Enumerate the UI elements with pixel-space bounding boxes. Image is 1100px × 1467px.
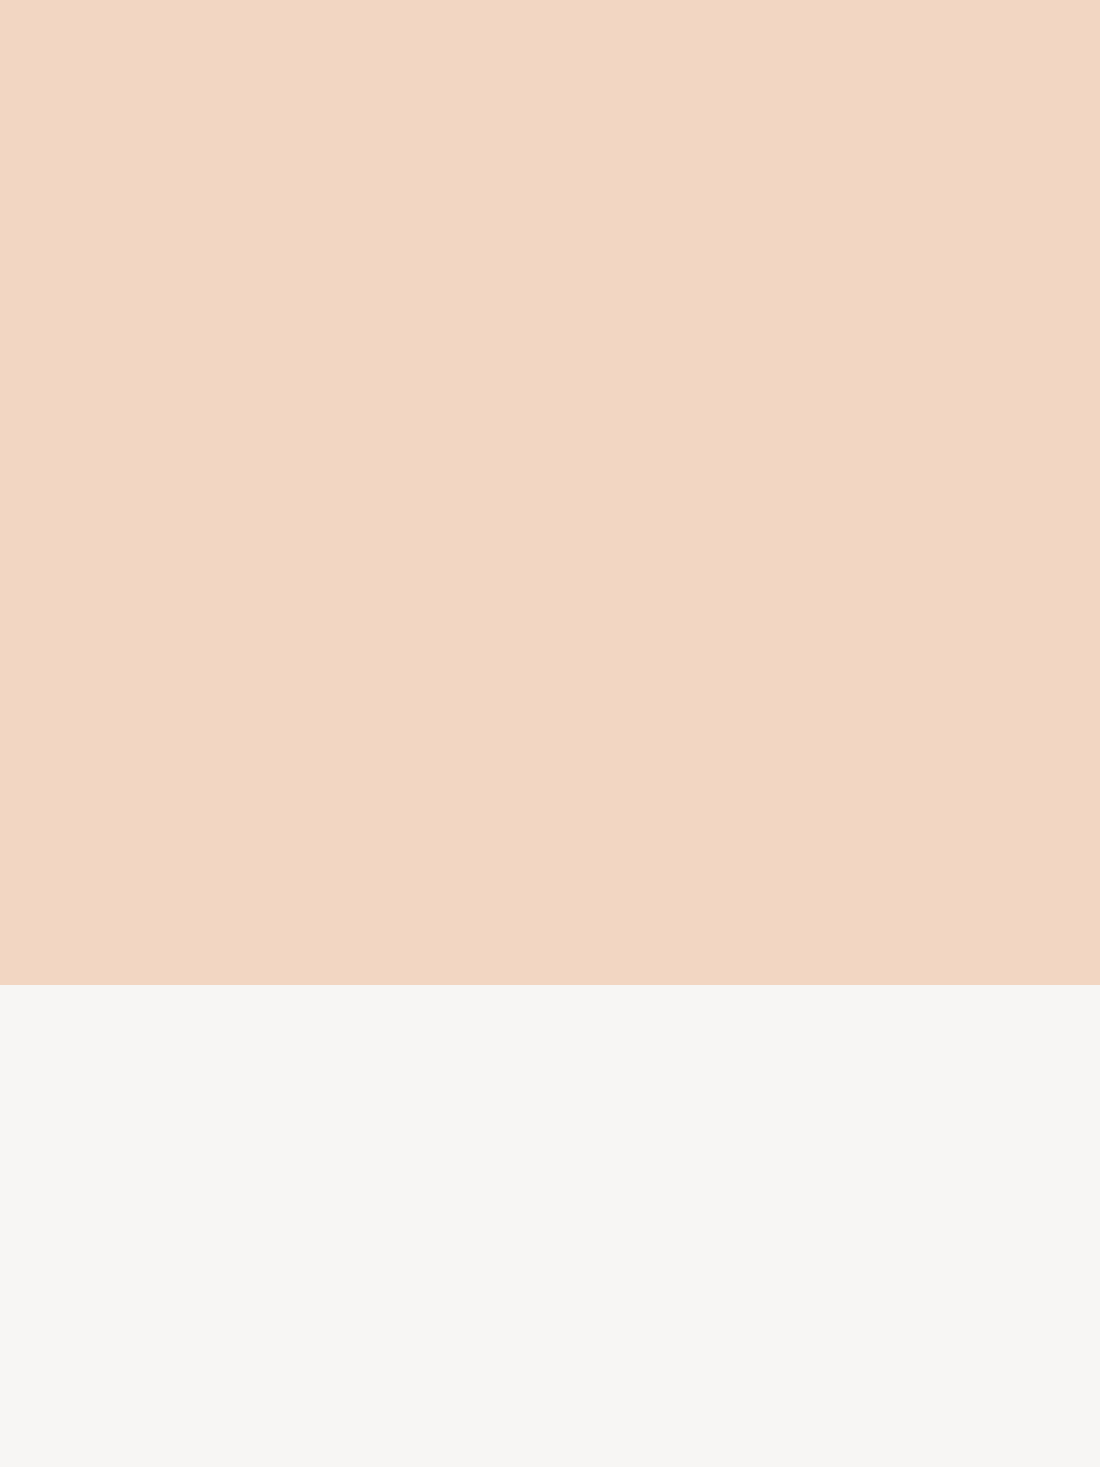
column-header-traditional-bulbs [610, 548, 1000, 570]
column-header-leds [380, 548, 610, 570]
table-header-row [120, 548, 1000, 570]
brightness-table [120, 548, 1000, 670]
cell-traditional [610, 570, 1000, 590]
color-swatch [550, 1282, 733, 1304]
table-row [120, 610, 1000, 630]
cell-traditional [610, 610, 1000, 630]
color-swatch [0, 1282, 183, 1304]
table-row [120, 650, 1000, 670]
cell-lumens [120, 650, 380, 670]
color-swatch [183, 1282, 366, 1304]
cell-leds [380, 590, 610, 610]
color-temperature-section [0, 985, 1100, 1467]
color-swatch [917, 1282, 1100, 1304]
table-row [120, 570, 1000, 590]
color-swatch [733, 1282, 916, 1304]
table-row [120, 590, 1000, 610]
table-row [120, 630, 1000, 650]
cell-traditional [610, 630, 1000, 650]
cell-leds [380, 610, 610, 630]
color-temperature-bar [0, 1282, 1100, 1304]
cell-traditional [610, 590, 1000, 610]
cell-traditional [610, 650, 1000, 670]
cell-leds [380, 650, 610, 670]
column-header-lumens [120, 548, 380, 570]
color-swatch [367, 1282, 550, 1304]
cell-lumens [120, 610, 380, 630]
cell-lumens [120, 570, 380, 590]
cell-lumens [120, 590, 380, 610]
cell-leds [380, 630, 610, 650]
cell-leds [380, 570, 610, 590]
temperature-category-labels [0, 1318, 1100, 1358]
cell-lumens [120, 630, 380, 650]
